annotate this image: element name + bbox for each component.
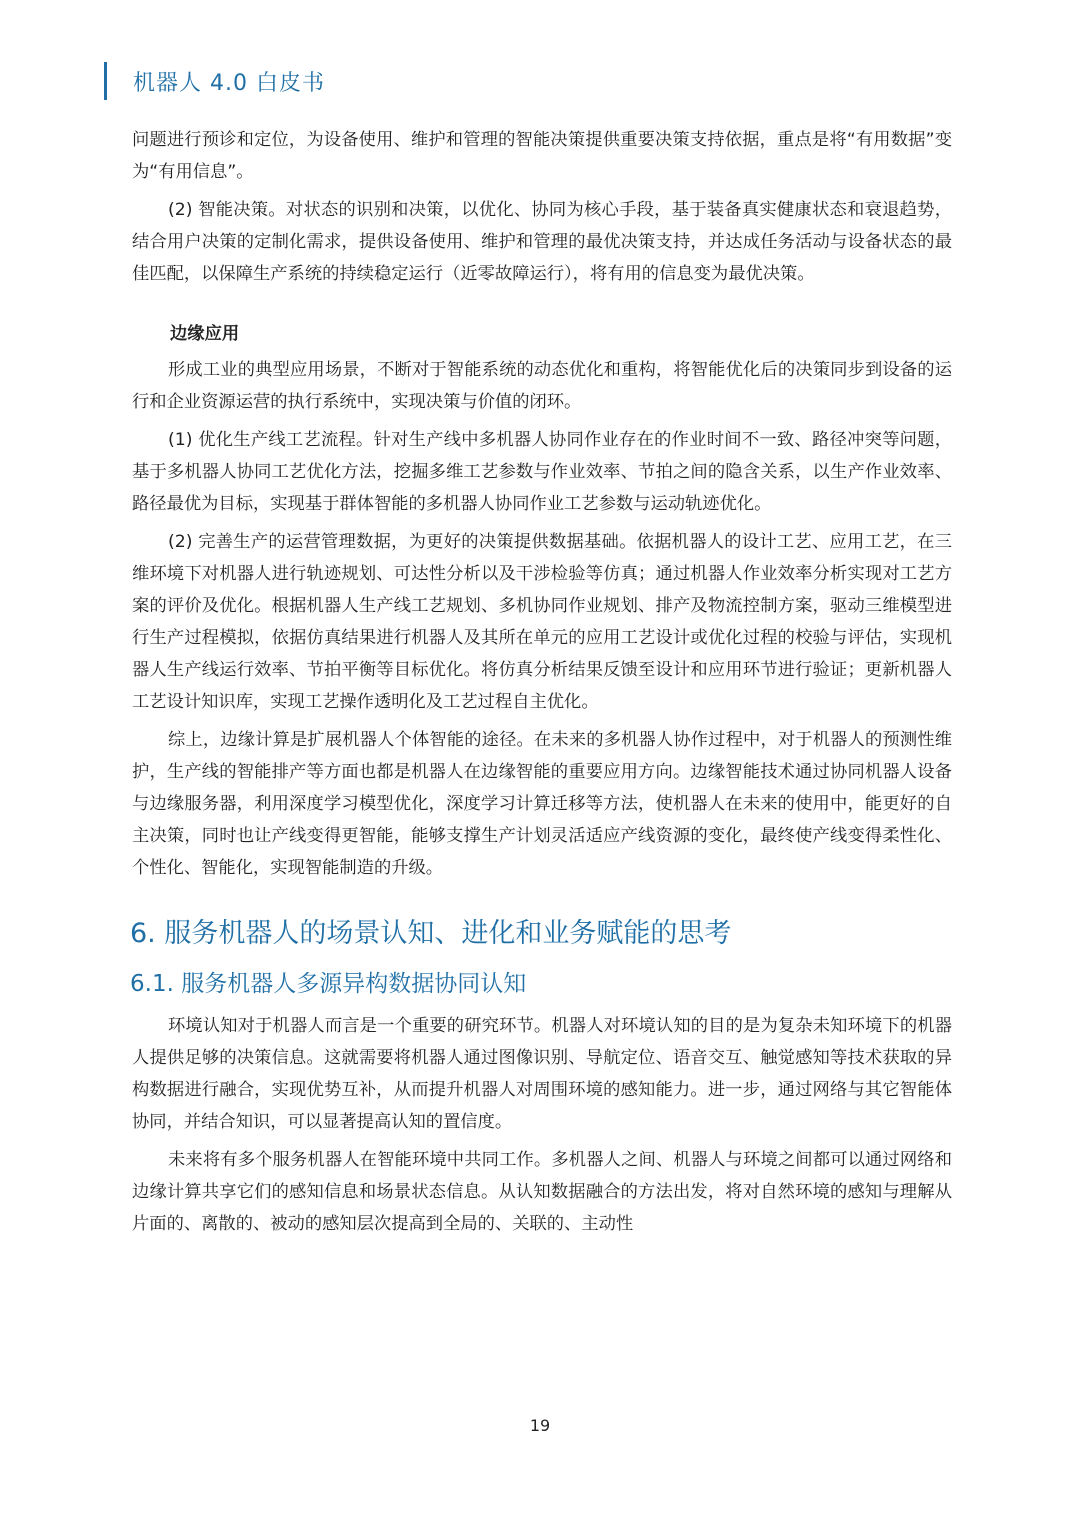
paragraph: 环境认知对于机器人而言是一个重要的研究环节。机器人对环境认知的目的是为复杂未知环境下的机器人提供足够的决策信息。这就需要将机器人通过图像识别、导航定位、语音交互、触觉感知等技术获取的异构数据进行融合，实现优势互补，从而提升机器人对周围环境的感知能力。进一步，通过网络与其它智能体协同，并结合知识，可以显著提高认知的置信度。 (132, 1016, 952, 1132)
paragraph: (2) 完善生产的运营管理数据，为更好的决策提供数据基础。依据机器人的设计工艺、应用工艺，在三维环境下对机器人进行轨迹规划、可达性分析以及干涉检验等仿真；通过机器人作业效率分析实现对工艺方案的评价及优化。根据机器人生产线工艺规划、多机协同作业规划、排产及物流控制方案，驱动三维模型进行生产过程模拟，依据仿真结果进行机器人及其所在单元的应用工艺设计或优化过程的校验与评估，实现机器人生产线运行效率、节拍平衡等目标优化。将仿真分析结果反馈至设计和应用环节进行验证；更新机器人工艺设计知识库，实现工艺操作透明化及工艺过程自主优化。 (132, 532, 952, 712)
chapter-heading: 6. 服务机器人的场景认知、进化和业务赋能的思考 (130, 918, 732, 949)
running-header (104, 62, 325, 100)
document-title: 机器人 4.0 白皮书 (133, 70, 325, 96)
paragraph: 综上，边缘计算是扩展机器人个体智能的途径。在未来的多机器人协作过程中，对于机器人的预测性维护，生产线的智能排产等方面也都是机器人在边缘智能的重要应用方向。边缘智能技术通过协同机器人设备与边缘服务器，利用深度学习模型优化，深度学习计算迁移等方法，使机器人在未来的使用中，能更好的自主决策，同时也让产线变得更智能，能够支撑生产计划灵活适应产线资源的变化，最终使产线变得柔性化、个性化、智能化，实现智能制造的升级。 (132, 730, 952, 878)
paragraph: 未来将有多个服务机器人在智能环境中共同工作。多机器人之间、机器人与环境之间都可以通过网络和边缘计算共享它们的感知信息和场景状态信息。从认知数据融合的方法出发，将对自然环境的感知与理解从片面的、离散的、被动的感知层次提高到全局的、关联的、主动性 (132, 1150, 952, 1234)
paragraph: (2) 智能决策。对状态的识别和决策，以优化、协同为核心手段，基于装备真实健康状态和衰退趋势，结合用户决策的定制化需求，提供设备使用、维护和管理的最优决策支持，并达成任务活动与设备状态的最佳匹配，以保障生产系统的持续稳定运行（近零故障运行），将有用的信息变为最优决策。 (132, 200, 952, 284)
paragraph: (1) 优化生产线工艺流程。针对生产线中多机器人协同作业存在的作业时间不一致、路径冲突等问题，基于多机器人协同工艺优化方法，挖掘多维工艺参数与作业效率、节拍之间的隐含关系，以生产作业效率、路径最优为目标，实现基于群体智能的多机器人协同作业工艺参数与运动轨迹优化。 (132, 430, 952, 514)
paragraph: 问题进行预诊和定位，为设备使用、维护和管理的智能决策提供重要决策支持依据，重点是将“有用数据”变为“有用信息”。 (132, 130, 952, 182)
subsection-heading: 6.1. 服务机器人多源异构数据协同认知 (130, 971, 527, 997)
page-body (132, 124, 952, 1246)
page-number: 19 (529, 1416, 551, 1435)
section-heading-edge: 边缘应用 (170, 324, 240, 344)
paragraph: 形成工业的典型应用场景，不断对于智能系统的动态优化和重构，将智能优化后的决策同步到设备的运行和企业资源运营的执行系统中，实现决策与价值的闭环。 (132, 360, 952, 412)
